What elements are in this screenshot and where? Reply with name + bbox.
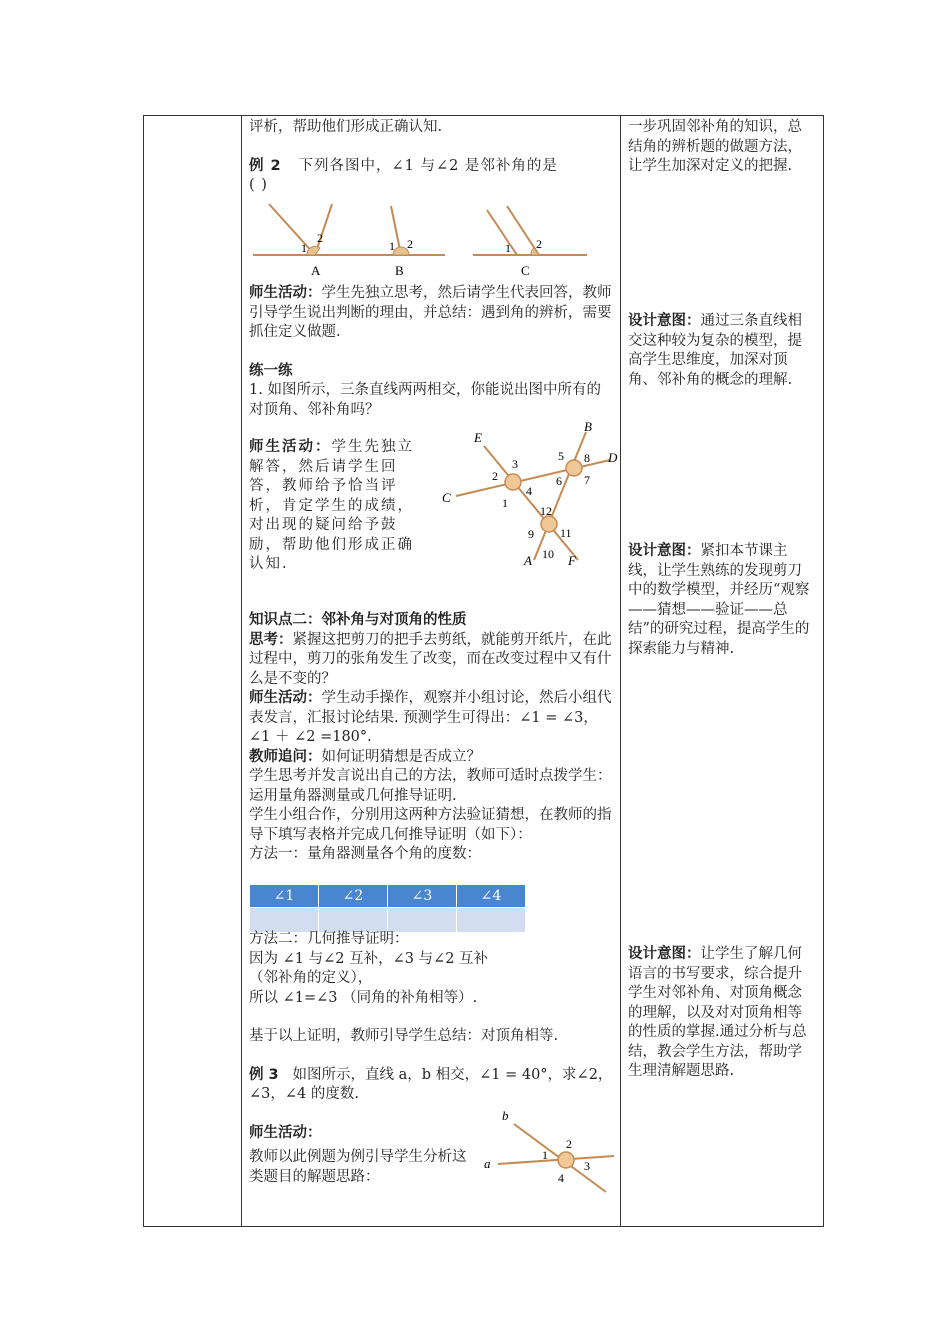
angle-4: 4 <box>558 1171 564 1185</box>
activity-label: 师生活动： <box>249 439 332 455</box>
option-c-label: C <box>521 263 530 278</box>
angle-1-label: 1 <box>301 241 307 255</box>
design-label: 设计意图： <box>628 543 701 559</box>
example-text: 下列各图中，∠1 与∠2 是邻补角的是 <box>298 157 558 174</box>
activity-text: 学生先独立思考，然后请学生代表回答，教师引导学生说出判断的理由，并总结：遇到角的辨析，需要抓住定义做题. <box>249 285 612 340</box>
note-text: 一步巩固邻补角的知识，总结角的辨析题的做题方法，让学生加深对定义的把握. <box>628 119 802 174</box>
example-2 <box>249 157 613 196</box>
angle-7: 7 <box>584 473 590 487</box>
angle-measure-table <box>249 884 526 933</box>
practice-title: 练一练 <box>249 362 293 379</box>
line-a-label: a <box>484 1156 491 1171</box>
activity-text: 学生动手操作，观察并小组讨论，然后小组代表发言，汇报讨论结果. 预测学生可得出：∠1 = ∠3，∠1 ＋ ∠2 =180°. <box>249 690 612 745</box>
point-d: D <box>608 450 618 465</box>
angle-1: 1 <box>542 1148 548 1162</box>
angle-2: 2 <box>566 1137 572 1151</box>
angle-5: 5 <box>558 449 564 463</box>
right-note-4 <box>628 945 816 1082</box>
point-b: B <box>584 419 592 434</box>
point-c: C <box>442 490 451 505</box>
table-cell <box>250 908 319 933</box>
design-label: 设计意图： <box>628 313 701 329</box>
method-2: 方法二：几何推导证明： <box>249 931 409 947</box>
table-header: ∠3 <box>388 885 457 908</box>
table-cell <box>319 908 388 933</box>
point-f: F <box>568 553 576 568</box>
example-2-figures <box>249 200 619 280</box>
table-header: ∠2 <box>319 885 388 908</box>
table-header: ∠1 <box>250 885 319 908</box>
line-b-label: b <box>502 1108 509 1123</box>
option-a-label: A <box>311 263 321 278</box>
section-title: 知识点二：邻补角与对顶角的性质 <box>249 612 467 628</box>
middle-column <box>249 118 613 196</box>
example-label: 例 3 <box>249 1066 279 1083</box>
activity-label: 师生活动： <box>249 285 322 301</box>
text-line: 评析，帮助他们形成正确认知. <box>249 119 443 135</box>
activity-2 <box>249 438 427 575</box>
angle-1-label: 1 <box>389 239 395 253</box>
angle-1: 1 <box>502 496 508 510</box>
angle-2-label: 2 <box>407 237 413 251</box>
note-text: 通过三条直线相交这种较为复杂的模型，提高学生思维度，加深对顶角、邻补角的概念的理解. <box>628 313 802 388</box>
paragraph: 学生思考并发言说出自己的方法，教师可适时点拨学生：运用量角器测量或几何推导证明. <box>249 768 612 804</box>
option-b-label: B <box>395 263 404 278</box>
activity-4 <box>249 1148 474 1187</box>
angle-2-label: 2 <box>317 231 323 245</box>
angle-4: 4 <box>526 484 532 498</box>
paragraph: 学生小组合作，分别用这两种方法验证猜想，在教师的指导下填写表格并完成几何推导证明（如下）： <box>249 807 612 843</box>
example-3-figure <box>480 1106 620 1196</box>
example-text: 如图所示，直线 a，b 相交，∠1 = 40°，求∠2，∠3，∠4 的度数. <box>249 1066 613 1102</box>
angle-10: 10 <box>542 547 554 561</box>
column-divider-2 <box>620 116 621 1226</box>
answer-paren: ( ) <box>249 177 268 193</box>
example-label: 例 2 <box>249 157 282 174</box>
practice-question: 1. 如图所示，三条直线两两相交，你能说出图中所有的对顶角、邻补角吗？ <box>249 382 601 418</box>
note-text: 让学生了解几何语言的书写要求，综合提升学生对邻补角、对顶角概念的理解，以及对对顶角相等的性质的掌握.通过分析与总结，教会学生方法，帮助学生理清解题思路. <box>628 946 807 1079</box>
method-1: 方法一：量角器测量各个角的度数： <box>249 846 481 862</box>
ask-label: 教师追问： <box>249 748 322 765</box>
knowledge-point-2 <box>249 611 613 865</box>
angle-3: 3 <box>584 1159 590 1173</box>
point-e: E <box>474 430 482 445</box>
angle-2-label: 2 <box>536 237 542 251</box>
figure-c <box>473 206 587 278</box>
angle-2: 2 <box>492 469 498 483</box>
activity-text: 教师以此例题为例引导学生分析这类题目的解题思路： <box>249 1149 467 1185</box>
proof-line: 因为 ∠1 与∠2 互补，∠3 与∠2 互补 <box>249 950 489 967</box>
three-lines-figure <box>438 418 620 573</box>
activity-1 <box>249 284 613 420</box>
table-cell <box>388 908 457 933</box>
right-note-3 <box>628 542 816 659</box>
proof-line: （邻补角的定义）， <box>249 970 373 986</box>
summary: 基于以上证明，教师引导学生总结：对顶角相等. <box>249 1028 559 1044</box>
table-header: ∠4 <box>457 885 526 908</box>
angle-8: 8 <box>584 451 590 465</box>
think-label: 思考： <box>249 631 293 648</box>
angle-6: 6 <box>556 474 562 488</box>
table-cell <box>457 908 526 933</box>
proof-line: 所以 ∠1=∠3 （同角的补角相等）. <box>249 989 478 1006</box>
ask-text: 如何证明猜想是否成立？ <box>321 748 481 765</box>
activity-label: 师生活动： <box>249 1124 322 1141</box>
think-text: 紧握这把剪刀的把手去剪纸，就能剪开纸片，在此过程中，剪刀的张角发生了改变，而在改变过程中又有什么是不变的？ <box>249 631 612 687</box>
activity-label: 师生活动： <box>249 690 322 706</box>
column-divider-1 <box>241 116 242 1226</box>
angle-9: 9 <box>528 527 534 541</box>
figure-b <box>361 206 445 278</box>
right-note-2 <box>628 312 816 390</box>
activity-text: 学生先独立解答，然后请学生回答，教师给予恰当评析，肯定学生的成绩，对出现的疑问给予鼓励，帮助他们形成正确认知. <box>249 439 414 572</box>
angle-1-label: 1 <box>505 241 511 255</box>
angle-11: 11 <box>560 526 572 540</box>
angle-12: 12 <box>540 504 552 518</box>
point-a: A <box>524 553 532 568</box>
note-text: 紧扣本节课主线，让学生熟练的发现剪刀中的数学模型，并经历“观察——猜想——验证——总结”的研究过程，提高学生的探索能力与精神. <box>628 543 810 657</box>
figure-a <box>253 204 389 278</box>
angle-3: 3 <box>512 457 518 471</box>
right-note-1 <box>628 118 816 177</box>
design-label: 设计意图： <box>628 946 701 962</box>
